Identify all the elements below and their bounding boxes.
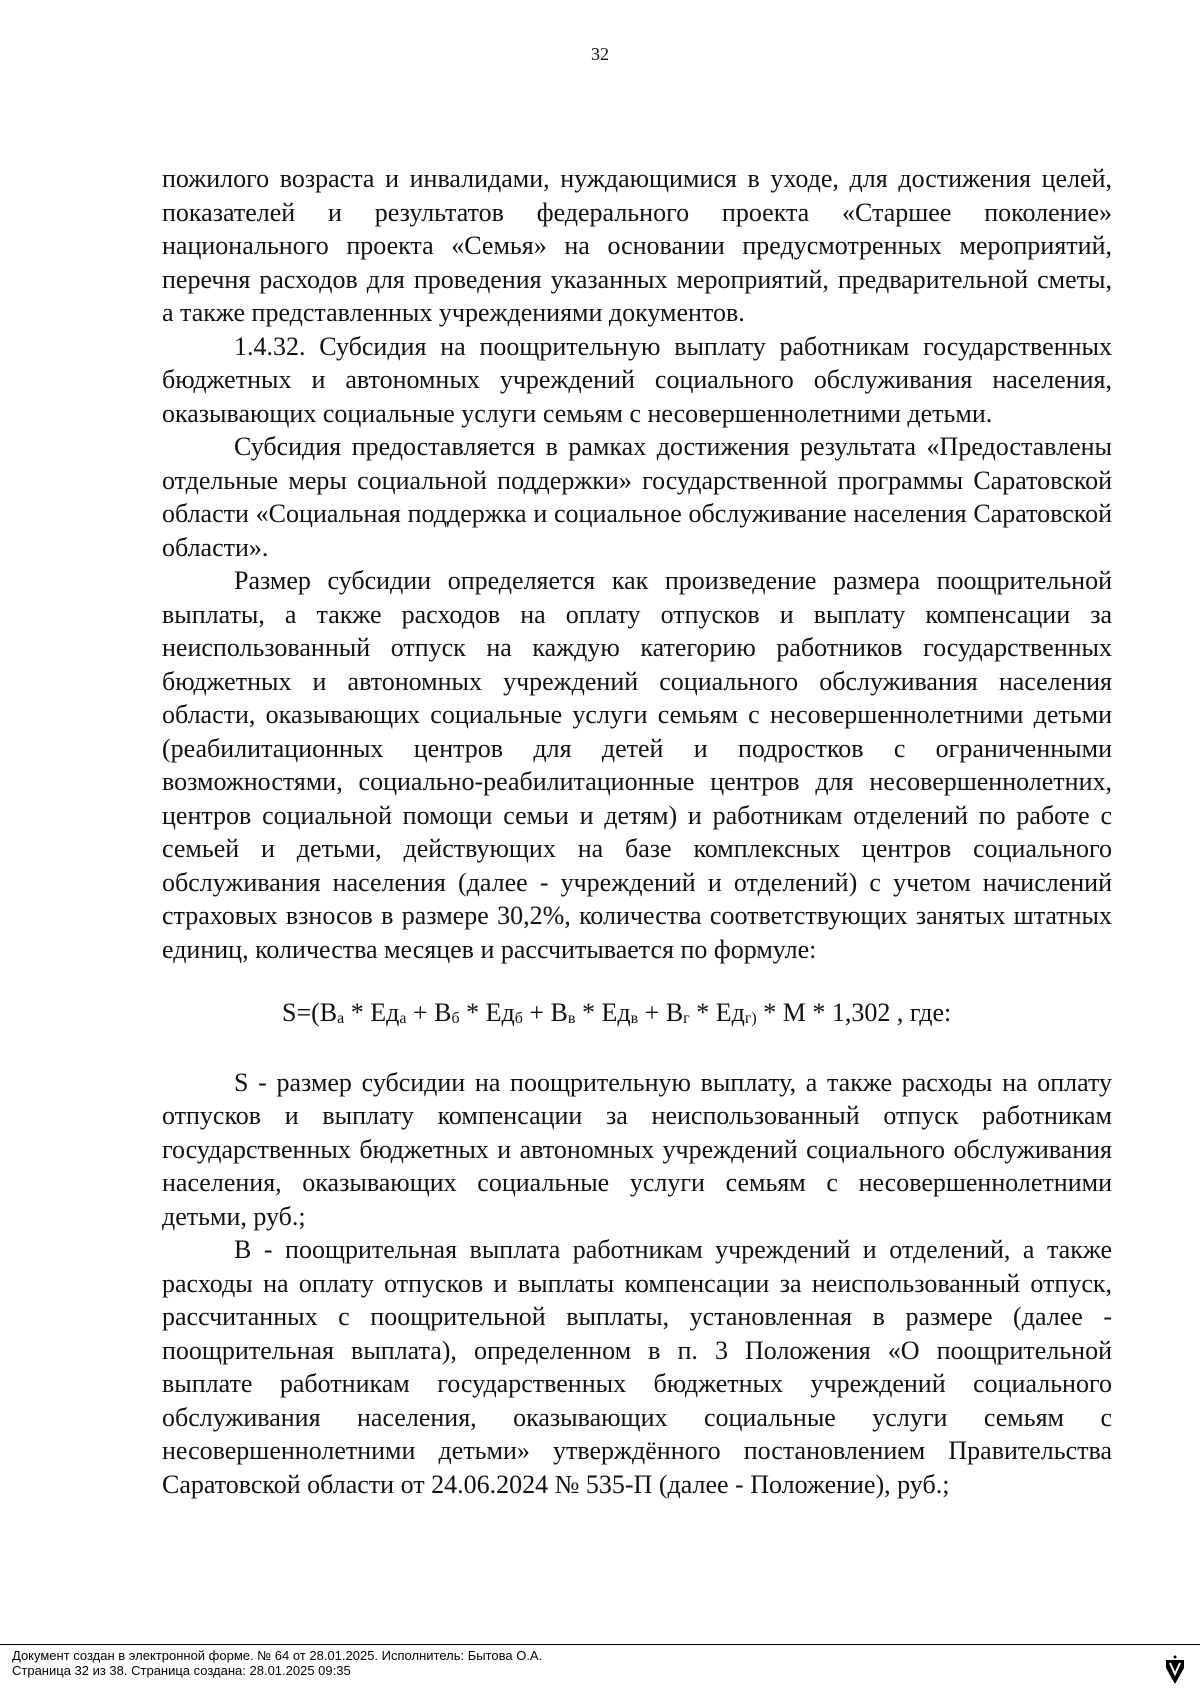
subsidy-formula: $S=(В_а * Ед_а + В_б * Ед_б + В_в * Ед_в + В_г * Ед_{г)} * М * 1,302$ , где: [282,998,952,1027]
paragraph-subsidy-provision: Субсидия предоставляется в рамках достижения результата «Предоставлены отдельные меры социальной поддержки» государственной программы Саратовской области «Социальная поддержка и социальное обслуживание населения Саратовской области». [162,432,1112,562]
definition-v: В - поощрительная выплата работникам учреждений и отделений, а также расходы на оплату отпусков и выплаты компенсации за неиспользованный отпуск, рассчитанных с поощрительной выплаты, установленная в размере (далее - поощрительная выплата), определенном в п. 3 Положения «О поощрительной выплате работникам государственных бюджетных учреждений социального обслуживания населения, оказывающих социальные услуги семьям с несовершеннолетними детьми» утверждённого постановлением Правительства Саратовской области от 24.06.2024 № 535-П (далее - Положение), руб.; [162,1235,1112,1499]
document-body [162,162,1112,1501]
footer-divider [0,1644,1200,1645]
document-footer [12,1648,1112,1678]
paragraph-subsidy-size: Размер субсидии определяется как произведение размера поощрительной выплаты, а также расходов на оплату отпусков и выплату компенсации за неиспользованный отпуск на каждую категорию работников государственных бюджетных и автономных учреждений социального обслуживания населения области, оказывающих социальные услуги семьям с несовершеннолетними детьми (реабилитационных центров для детей и подростков с ограниченными возможностями, социально-реабилитационные центров для несовершеннолетних, центров социальной помощи семьи и детям) и работникам отделений по работе с семьей и детьми, действующих на базе комплексных центров социального обслуживания населения (далее - учреждений и отделений) с учетом начислений страховых взносов в размере 30,2%, количества соответствующих занятых штатных единиц, количества месяцев и рассчитывается по формуле: [162,566,1112,964]
coat-of-arms-icon [1164,1654,1186,1688]
footer-line-document: Документ создан в электронной форме. № 64 от 28.01.2025. Исполнитель: Бытова О.А. [12,1648,543,1663]
paragraph-clause-1-4-32: 1.4.32. Субсидия на поощрительную выплату работникам государственных бюджетных и автономных учреждений социального обслуживания населения, оказывающих социальные услуги семьям с несовершеннолетними детьми. [162,331,1112,428]
paragraph-continuation: пожилого возраста и инвалидами, нуждающимися в уходе, для достижения целей, показателей и результатов федерального проекта «Старшее поколение» национального проекта «Семья» на основании предусмотренных мероприятий, перечня расходов для проведения указанных мероприятий, предварительной сметы, а также представленных учреждениями документов. [162,164,1112,327]
footer-line-page: Страница 32 из 38. Страница создана: 28.01.2025 09:35 [12,1663,351,1678]
page-number: 32 [591,44,609,64]
definition-s: S - размер субсидии на поощрительную выплату, а также расходы на оплату отпусков и выплату компенсации за неиспользованный отпуск работникам государственных бюджетных и автономных учреждений социального обслуживания населения, оказывающих социальные услуги семьям с несовершеннолетними детьми, руб.; [162,1067,1112,1231]
